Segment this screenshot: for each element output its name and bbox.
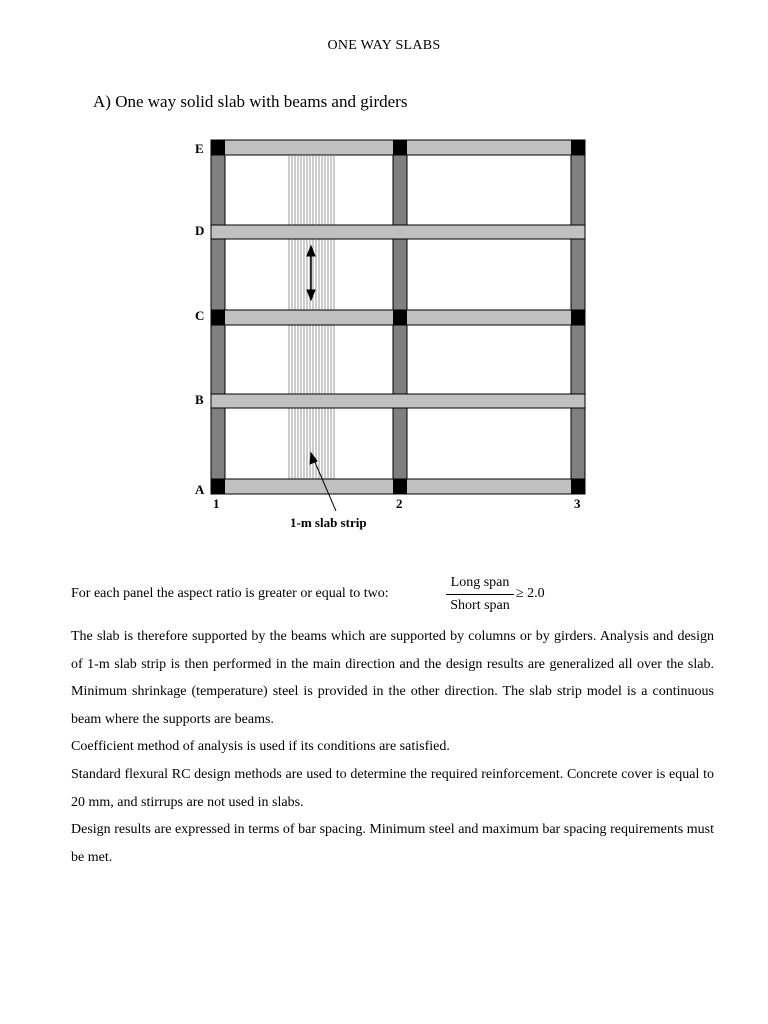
- column-label-1: 1: [213, 496, 220, 511]
- beam-d: [211, 225, 585, 239]
- column-label-3: 3: [574, 496, 581, 511]
- column-a1: [211, 479, 225, 494]
- column-c3: [571, 310, 585, 325]
- column-e1: [211, 140, 225, 155]
- row-label-b: B: [195, 392, 204, 407]
- span-arrow: [307, 246, 315, 300]
- column-label-2: 2: [396, 496, 403, 511]
- beam-b: [211, 394, 585, 408]
- aspect-comparison: ≥ 2.0: [516, 586, 545, 601]
- column-e2: [393, 140, 407, 155]
- paragraph: Standard flexural RC design methods are used to determine the required reinforcement. Concrete cover is equal to 20 mm, and stirrups are not used in slabs.: [71, 766, 714, 810]
- section-heading: A) One way solid slab with beams and girders: [93, 92, 408, 111]
- column-c2: [393, 310, 407, 325]
- aspect-fraction: [446, 575, 514, 614]
- strip-label: 1-m slab strip: [290, 515, 367, 530]
- column-a2: [393, 479, 407, 494]
- row-label-c: C: [195, 308, 205, 323]
- column-c1: [211, 310, 225, 325]
- fraction-numerator: Long span: [446, 575, 514, 595]
- column-a3: [571, 479, 585, 494]
- aspect-ratio-sentence: For each panel the aspect ratio is greater or equal to two:: [71, 586, 389, 601]
- row-label-e: E: [195, 141, 204, 156]
- fraction-denominator: Short span: [450, 598, 510, 613]
- row-label-d: D: [195, 223, 205, 238]
- body-text: [71, 623, 714, 871]
- row-label-a: A: [195, 482, 205, 497]
- page-title: ONE WAY SLABS: [327, 38, 441, 53]
- paragraph: Coefficient method of analysis is used if its conditions are satisfied.: [71, 739, 450, 755]
- column-e3: [571, 140, 585, 155]
- paragraph: Design results are expressed in terms of bar spacing. Minimum steel and maximum bar spacing requirements must be met.: [71, 822, 714, 865]
- paragraph: The slab is therefore supported by the beams which are supported by columns or by girders. Analysis and design of 1-m slab strip is then performed in the main direction and the design results are generalized all over the slab. Minimum shrinkage (temperature) steel is provided in the other direction. The slab strip model is a continuous beam where the supports are beams.: [71, 629, 714, 727]
